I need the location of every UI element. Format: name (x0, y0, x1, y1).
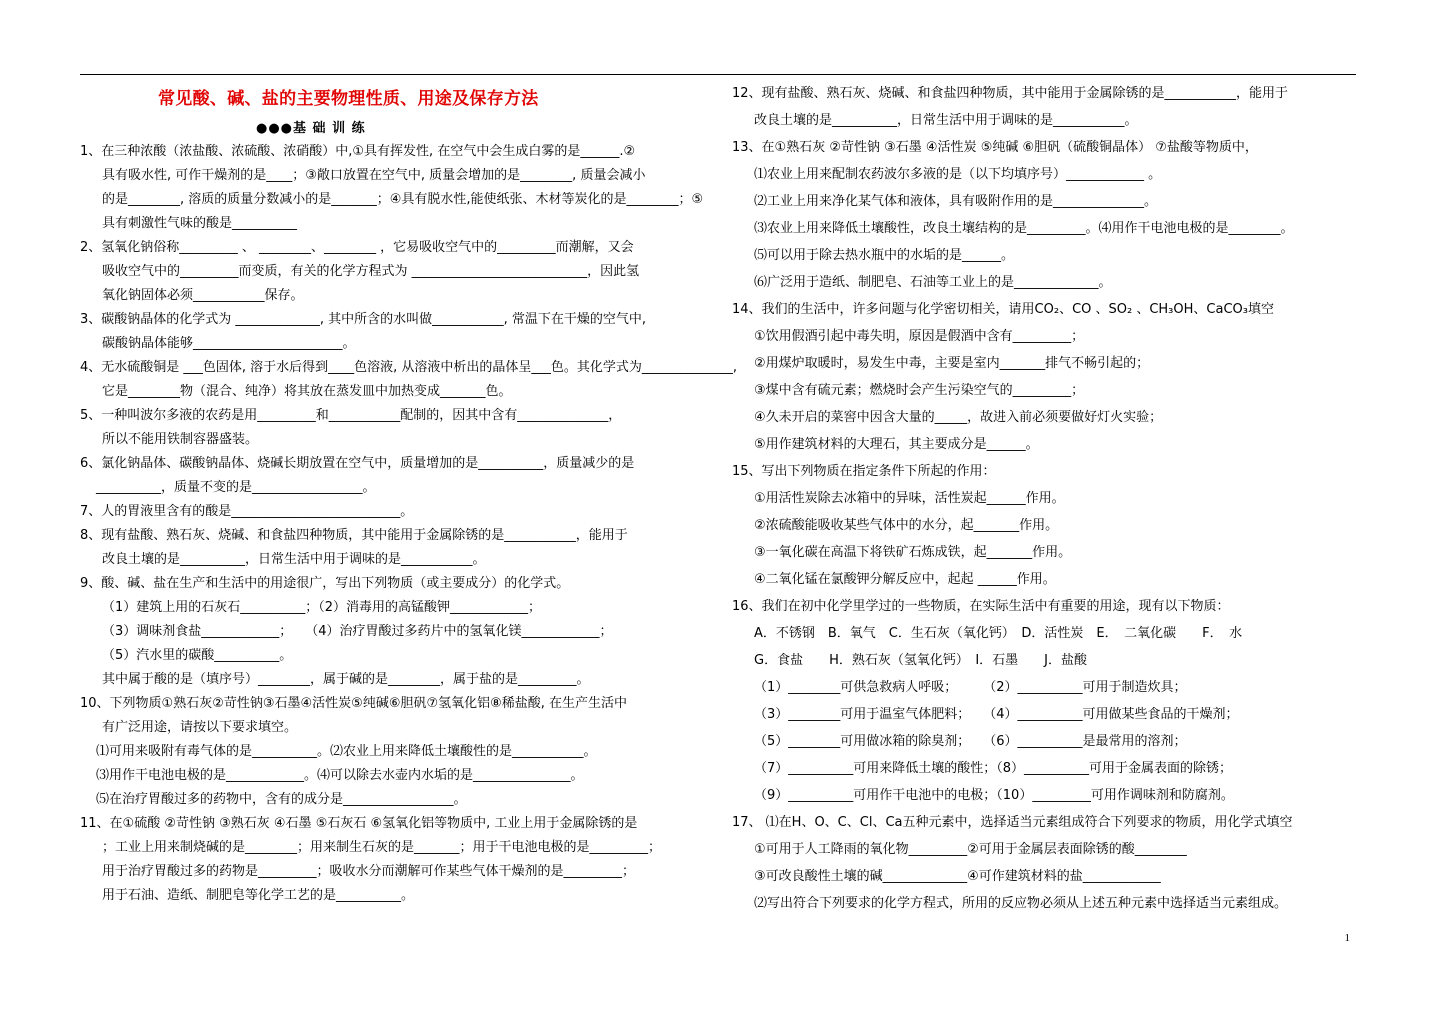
q10-line-3: ⑴可用来吸附有毒气体的是__________。⑵农业上用来降低土壤酸性的是___________。 (96, 744, 597, 759)
section-subtitle: ●●●基 础 训 练 (256, 121, 366, 136)
q13-line-5: ⑸可以用于除去热水瓶中的水垢的是______。 (754, 248, 1015, 263)
q16-line-7: （7）__________可用来降低土壤的酸性；（8）__________可用于金属表面的除锈； (754, 761, 1233, 776)
q12-line-1: 12、现有盐酸、熟石灰、烧碱、和食盐四种物质，其中能用于金属除锈的是___________，能用于 (732, 86, 1289, 101)
q14-line-4: ③煤中含有硫元素；燃烧时会产生污染空气的_________； (754, 383, 1085, 398)
q13-line-3: ⑵工业上用来净化某气体和液体，具有吸附作用的是______________。 (754, 194, 1158, 209)
q8-line-1: 8、现有盐酸、熟石灰、烧碱、和食盐四种物质，其中能用于金属除锈的是___________，能用于 (80, 528, 628, 543)
q16-line-3: G．食盐 H．熟石灰（氢氧化钙） I．石墨 J．盐酸 (754, 653, 1088, 668)
q6-line-1: 6、氯化钠晶体、碳酸钠晶体、烧碱长期放置在空气中，质量增加的是__________，质量减少的是 (80, 456, 635, 471)
q16-line-8: （9）__________可用作干电池中的电极；（10）_________可用作调味剂和防腐剂。 (754, 788, 1234, 803)
q8-line-2: 改良土壤的是__________，日常生活中用于调味的是___________。 (102, 552, 486, 567)
q16-line-6: （5）________可用做冰箱的除臭剂； （6）__________是最常用的溶剂； (754, 734, 1187, 749)
left-column (80, 80, 738, 906)
q15-line-5: ④二氧化锰在氯酸钾分解反应中，起起 ______作用。 (754, 572, 1056, 587)
q9-line-1: 9、酸、碱、盐在生产和生活中的用途很广，写出下列物质（或主要成分）的化学式。 (80, 576, 570, 591)
page-title: 常见酸、碱、盐的主要物理性质、用途及保存方法 (158, 89, 539, 109)
q1-line-1: 1、在三种浓酸（浓盐酸、浓硫酸、浓硝酸）中,①具有挥发性, 在空气中会生成白雾的是______.② (80, 144, 636, 159)
right-column (732, 80, 1362, 917)
q9-line-3: （3）调味剂食盐____________； （4）治疗胃酸过多药片中的氢氧化镁____________； (102, 624, 613, 639)
q16-line-4: （1）________可供急救病人呼吸； （2）__________可用于制造炊具； (754, 680, 1187, 695)
q14-line-5: ④久未开启的菜窖中因含大量的_____，故进入前必须要做好灯火实验； (754, 410, 1163, 425)
q17-line-4: ⑵写出符合下列要求的化学方程式，所用的反应物必须从上述五种元素中选择适当元素组成。 (754, 896, 1288, 911)
q6-line-2: __________，质量不变的是_________________。 (96, 480, 376, 495)
q5-line-2: 所以不能用铁制容器盛装。 (102, 432, 259, 447)
q13-line-6: ⑹广泛用于造纸、制肥皂、石油等工业上的是_____________。 (754, 275, 1112, 290)
q7-line-1: 7、人的胃液里含有的酸是__________________________。 (80, 504, 414, 519)
q16-line-5: （3）________可用于温室气体肥料； （4）__________可用做某些食品的干燥剂； (754, 707, 1239, 722)
q1-line-2: 具有吸水性, 可作干燥剂的是____；③敞口放置在空气中, 质量会增加的是________, 质量会减小 (102, 168, 646, 183)
q1-line-3: 的是________, 溶质的质量分数减小的是_______；④具有脱水性,能使纸张、木材等炭化的是________；⑤ (102, 192, 704, 207)
q15-line-2: ①用活性炭除去冰箱中的异味，活性炭起______作用。 (754, 491, 1065, 506)
q2-line-1: 2、氢氧化钠俗称_________ 、 ________、________ ，它易吸收空气中的_________而潮解，又会 (80, 240, 634, 255)
q13-line-2: ⑴农业上用来配制农药波尔多液的是（以下均填序号）____________ 。 (754, 167, 1162, 182)
q4-line-1: 4、无水硫酸铜是 ___色固体, 溶于水后得到____色溶液, 从溶液中析出的晶体呈___色。其化学式为______________, (80, 360, 738, 375)
q10-line-5: ⑸在治疗胃酸过多的药物中，含有的成分是_________________。 (96, 792, 467, 807)
q16-line-1: 16、我们在初中化学里学过的一些物质，在实际生活中有重要的用途，现有以下物质： (732, 599, 1230, 614)
q13-line-4: ⑶农业上用来降低土壤酸性，改良土壤结构的是_________。⑷用作干电池电极的是________。 (754, 221, 1294, 236)
q3-line-2: 碳酸钠晶体能够_______________________。 (102, 336, 356, 351)
q3-line-1: 3、碳酸钠晶体的化学式为 _____________, 其中所含的水叫做___________, 常温下在干燥的空气中, (80, 312, 647, 327)
q11-line-2: ；工业上用来制烧碱的是________；用来制生石灰的是_______；用于干电池电极的是_________； (102, 840, 662, 855)
q11-line-3: 用于治疗胃酸过多的药物是_________；吸收水分而潮解可作某些气体干燥剂的是_________； (102, 864, 636, 879)
q14-line-1: 14、我们的生活中，许多问题与化学密切相关，请用CO₂、CO 、SO₂ 、CH₃OH、CaCO₃填空 (732, 302, 1274, 317)
q1-line-4: 具有刺激性气味的酸是__________ (102, 216, 298, 231)
q5-line-1: 5、一种叫波尔多液的农药是用_________和___________配制的，因其中含有______________， (80, 408, 622, 423)
q14-line-2: ①饮用假酒引起中毒失明，原因是假酒中含有_________； (754, 329, 1085, 344)
q12-line-2: 改良土壤的是__________，日常生活中用于调味的是___________。 (754, 113, 1138, 128)
q15-line-3: ②浓硫酸能吸收某些气体中的水分，起_______作用。 (754, 518, 1059, 533)
q4-line-2: 它是________物（混合、纯净）将其放在蒸发皿中加热变成_______色。 (102, 384, 512, 399)
q11-line-1: 11、在①硫酸 ②苛性钠 ③熟石灰 ④石墨 ⑤石灰石 ⑥氢氧化铝等物质中, 工业上用于金属除锈的是 (80, 816, 638, 831)
q2-line-3: 氧化钠固体必须___________保存。 (102, 288, 304, 303)
q14-line-6: ⑤用作建筑材料的大理石，其主要成分是______。 (754, 437, 1039, 452)
q17-line-1: 17、 ⑴在H、O、C、Cl、Ca五种元素中，选择适当元素组成符合下列要求的物质，用化学式填空 (732, 815, 1293, 830)
q11-line-4: 用于石油、造纸、制肥皂等化学工艺的是__________。 (102, 888, 415, 903)
q9-line-5: 其中属于酸的是（填序号）________，属于碱的是________，属于盐的是_________。 (102, 672, 590, 687)
q2-line-2: 吸收空气中的_________而变质，有关的化学方程式为 ___________________________，因此氢 (102, 264, 640, 279)
top-rule (80, 74, 1356, 75)
q9-line-4: （5）汽水里的碳酸__________。 (102, 648, 293, 663)
q9-line-2: （1）建筑上用的石灰石__________；（2）消毒用的高锰酸钾____________； (102, 600, 542, 615)
q14-line-3: ②用煤炉取暖时，易发生中毒，主要是室内_______排气不畅引起的； (754, 356, 1150, 371)
q13-line-1: 13、在①熟石灰 ②苛性钠 ③石墨 ④活性炭 ⑤纯碱 ⑥胆矾（硫酸铜晶体） ⑦盐酸等物质中， (732, 140, 1258, 155)
q17-line-2: ①可用于人工降雨的氧化物_________②可用于金属层表面除锈的酸________ (754, 842, 1187, 857)
q15-line-1: 15、写出下列物质在指定条件下所起的作用： (732, 464, 996, 479)
q10-line-1: 10、下列物质①熟石灰②苛性钠③石墨④活性炭⑤纯碱⑥胆矾⑦氢氧化铝⑧稀盐酸, 在生产生活中 (80, 696, 628, 711)
page-number: 1 (1344, 932, 1350, 944)
q10-line-2: 有广泛用途，请按以下要求填空。 (102, 720, 298, 735)
q10-line-4: ⑶用作干电池电极的是____________。⑷可以除去水壶内水垢的是_______________。 (96, 768, 584, 783)
q15-line-4: ③一氧化碳在高温下将铁矿石炼成铁，起_______作用。 (754, 545, 1072, 560)
q17-line-3: ③可改良酸性土壤的碱_____________④可作建筑材料的盐____________ (754, 869, 1161, 884)
q16-line-2: A．不锈钢 B．氧气 C．生石灰（氧化钙） D．活性炭 E． 二氧化碳 F． 水 (754, 626, 1243, 641)
